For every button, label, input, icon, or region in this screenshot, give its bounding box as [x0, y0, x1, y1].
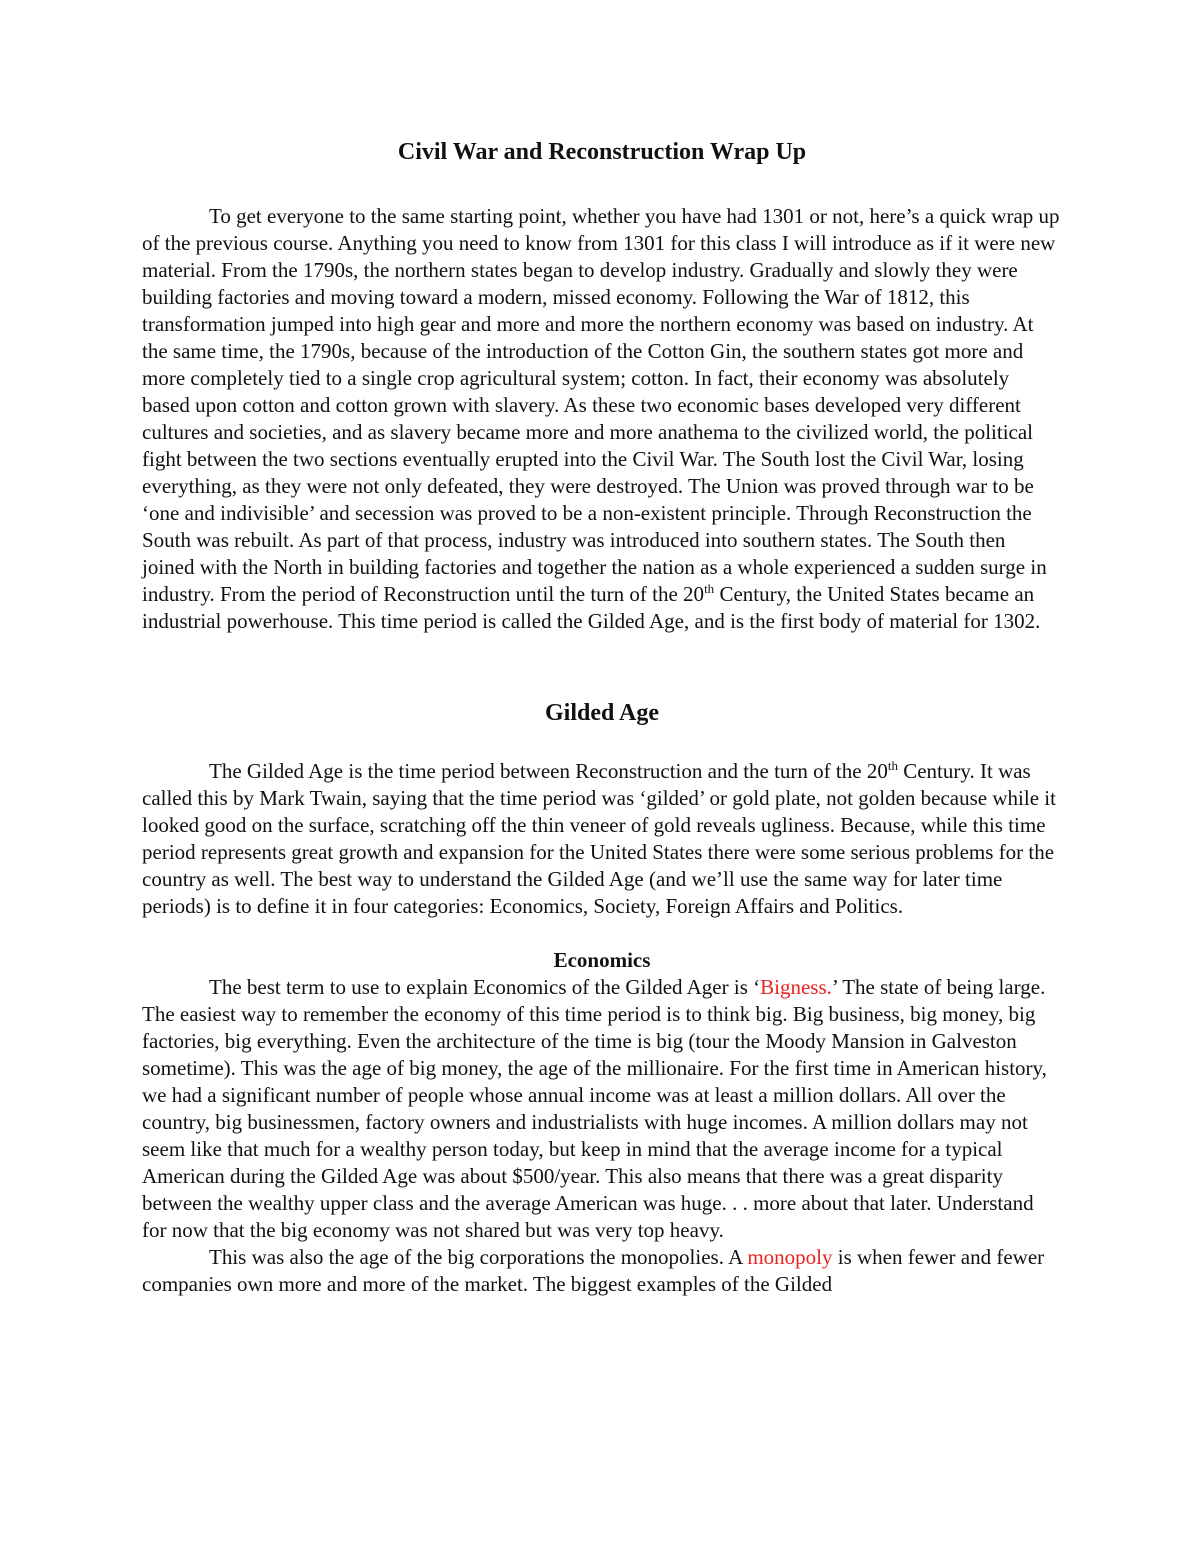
document-title: Civil War and Reconstruction Wrap Up [397, 139, 807, 165]
bigness-term: Bigness. [760, 974, 832, 999]
economics-p1-after: ’ The state of being large. The easiest way to remember the economy of this time period is to think big. Big business, big money, big factories, big everything. Even the architecture of the time is big (tour the Moody Mansion in Galveston sometime). This was the age of big money, the age of the millionaire. For the first time in American history, we had a significant number of people whose annual income was at least a million dollars. All over the country, big businessmen, factory owners and industrialists with huge incomes. A million dollars may not seem like that much for a wealthy person today, but keep in mind that the average income for a typical American during the Gilded Age was about $500/year. This also means that there was a great disparity between the wealthy upper class and the average American was huge. . . more about that later. Understand for now that the big economy was not shared but was very top heavy. [142, 974, 1047, 1242]
gilded-age-paragraph [142, 758, 1062, 920]
intro-text-part2: Century, the United States became an industrial powerhouse. This time period is called the Gilded Age, and is the first body of material for 1302. [142, 581, 1041, 633]
gilded-text-part2: Century. It was called this by Mark Twain, saying that the time period was ‘gilded’ or gold plate, not golden because while it looked good on the surface, scratching off the thin veneer of gold reveals ugliness. Because, while this time period represents great growth and expansion for the United States there were some serious problems for the country as well. The best way to understand the Gilded Age (and we’ll use the same way for later time periods) is to define it in four categories: Economics, Society, Foreign Affairs and Politics. [142, 758, 1056, 918]
monopoly-term: monopoly [747, 1244, 833, 1269]
intro-paragraph [142, 203, 1062, 635]
intro-text-part1: To get everyone to the same starting point, whether you have had 1301 or not, here’s a quick wrap up of the previous course. Anything you need to know from 1301 for this class I will introduce as if it were new material. From the 1790s, the northern states began to develop industry. Gradually and slowly they were building factories and moving toward a modern, missed economy. Following the War of 1812, this transformation jumped into high gear and more and more the northern economy was based on industry. At the same time, the 1790s, because of the introduction of the Cotton Gin, the southern states got more and more completely tied to a single crop agricultural system; cotton. In fact, their economy was absolutely based upon cotton and cotton grown with slavery. As these two economic bases developed very different cultures and societies, and as slavery became more and more anathema to the civilized world, the political fight between the two sections eventually erupted into the Civil War. The South lost the Civil War, losing everything, as they were not only defeated, they were destroyed. The Union was proved through war to be ‘one and indivisible’ and secession was proved to be a non-existent principle. Through Reconstruction the South was rebuilt. As part of that process, industry was introduced into southern states. The South then joined with the North in building factories and together the nation as a whole experienced a sudden surge in industry. From the period of Reconstruction until the turn of the 20 [142, 203, 1060, 606]
economics-paragraph-2 [142, 1244, 1062, 1298]
intro-superscript: th [704, 580, 715, 596]
gilded-superscript: th [887, 757, 898, 773]
economics-p2-before: This was also the age of the big corporations the monopolies. A [209, 1244, 748, 1269]
document-page [142, 138, 1062, 1298]
gilded-age-heading: Gilded Age [544, 699, 659, 726]
gilded-text-part1: The Gilded Age is the time period between Reconstruction and the turn of the 20 [209, 758, 888, 783]
economics-paragraph-1 [142, 974, 1062, 1244]
economics-p2-after: is when fewer and fewer companies own more and more of the market. The biggest examples of the Gilded [142, 1244, 1045, 1296]
economics-p1-before: The best term to use to explain Economics of the Gilded Ager is ‘ [209, 974, 761, 999]
economics-heading: Economics [553, 947, 651, 972]
